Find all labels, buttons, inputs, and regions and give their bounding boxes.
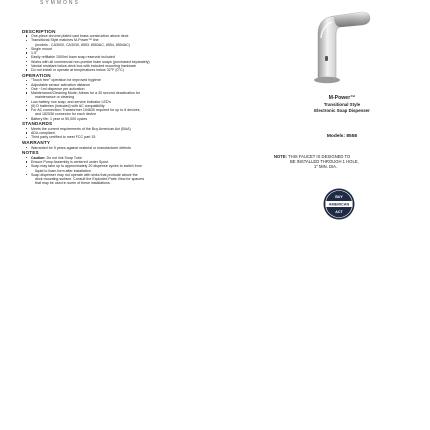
list-item: Adjustable sensor activation distance <box>26 83 257 87</box>
list-item: maintenance or cleaning <box>35 95 75 100</box>
section-list <box>22 78 257 121</box>
list-item-rest: Do not link Soap Tube <box>45 155 82 160</box>
note-line-3: 1" MIN. DIA. <box>314 164 338 170</box>
section-title: DESCRIPTION <box>22 28 56 34</box>
style-name: Transitional Style <box>323 102 361 107</box>
list-item: Single mount <box>26 47 257 51</box>
list-item: (6) D batteries (included) with AC compatibility <box>26 104 257 108</box>
soap-dispenser-image <box>304 4 374 86</box>
brand-wordmark: SYMMONS <box>40 0 80 6</box>
installation-note <box>274 154 424 170</box>
list-item: ADA compliant <box>26 131 257 135</box>
models-label: Models: 8558 <box>326 134 358 139</box>
list-item: Easily refillable 1500ml foam soap reservoir included <box>26 55 257 59</box>
list-item: Do not install or operate at temperatures below 32°F (0°C) <box>26 68 257 72</box>
list-item: One ~1ml dispense per activation <box>26 87 257 91</box>
section-list <box>22 156 257 186</box>
list-item: and 182536 connector for each device <box>35 112 97 117</box>
section-title: NOTES <box>22 150 39 156</box>
list-item: One-piece chrome plated cast brass construction above deck <box>26 34 257 38</box>
list-item: deck mounting surface. Consult the Exploded Parts View for spacers <box>35 177 145 181</box>
buy-american-act-badge <box>323 188 355 220</box>
section-list <box>22 127 257 140</box>
list-item: Low battery, low soap, and service indicator LED's <box>26 100 257 104</box>
badge-bottom-text: ACT <box>335 210 343 214</box>
list-item: Works with all commercial non-pumice foam soaps (purchased separately) <box>26 60 257 64</box>
section-title: OPERATION <box>22 72 51 78</box>
note-label: NOTE: <box>274 154 288 159</box>
list-item: 1.5" <box>26 51 257 55</box>
list-item: Third party certified to meet FCC part 15 <box>26 135 257 139</box>
list-item: Battery life: 1 year or 50,000 cycles <box>26 117 257 121</box>
list-item: Soap dispenser may not operate with sinks that protrude above the <box>26 173 257 177</box>
product-type: Electronic Soap Dispenser <box>314 108 370 113</box>
list-item: Maintenance/Cleaning Mode: Allows for a 30 second deactivation for <box>26 91 257 95</box>
list-item: Warranted for 5 years against material or manufacturer defects <box>26 146 257 150</box>
list-item-strong: Caution: <box>31 155 46 160</box>
spec-sections <box>22 28 257 428</box>
list-item: that may be used in some of these installations. <box>35 181 111 186</box>
section-title: WARRANTY <box>22 140 51 146</box>
section-title: STANDARDS <box>22 121 53 127</box>
list-item: Soap may take up to approximately 20 dispense cycles to switch from <box>26 164 257 168</box>
product-panel <box>270 0 430 430</box>
list-item: "Touch free" operation for improved hygiene <box>26 78 257 82</box>
badge-mid-text: AMERICAN <box>328 202 350 207</box>
note-line-1: THIS FAUCET IS DESIGNED TO <box>288 154 351 159</box>
list-item: Transitional Style matches M-Power™ line <box>26 38 257 42</box>
list-item: Vandal resistant below-deck box with included mounting hardware <box>26 64 257 68</box>
note-line-2: BE INSTALLED THROUGH 1 HOLE, <box>290 159 359 165</box>
list-item: For AC connection: Transformer 104630 required for up to 8 devices, <box>26 108 257 112</box>
section-list <box>22 146 257 150</box>
list-item: Ensure Pump Assembly is centered under Spout <box>26 160 257 164</box>
list-item: Meets the current requirements of the Buy American Act (BAA) <box>26 127 257 131</box>
model-name: M-Power™ <box>328 95 356 101</box>
list-item: (models - CA3000, CA3030, 8553, 8553AC, 8554, 8554AC) <box>35 42 131 47</box>
list-item: liquid to foam form after installation. <box>35 168 92 173</box>
section-list <box>22 34 257 72</box>
badge-top-text: BUY <box>335 194 343 199</box>
